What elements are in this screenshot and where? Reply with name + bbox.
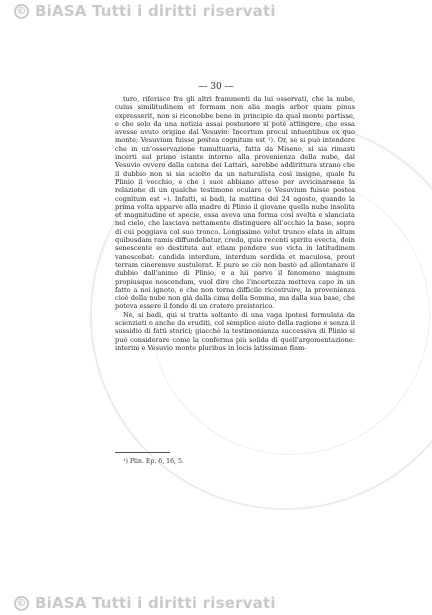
paragraph-2: Nè, si badi, qui si tratta soltanto di una vaga ipotesi formulata da scienziati o anche da eruditi, col semplice aiuto della ragione e senza il sussidio di fatti storici; giacchè la testimonianza successiva di Plinio si può considerare come la conferma più solida di quell'argomentazione: interim e Vesuvio monte pluribus in locis latissimae flam-	[115, 310, 355, 352]
watermark-text-top: BiASA Tutti i diritti riservati	[35, 2, 276, 20]
footnote: ¹) Plin. Ep. 6, 16, 5.	[123, 458, 184, 465]
footnote-rule	[115, 452, 170, 453]
watermark-banner-bottom	[0, 592, 432, 614]
copyright-icon: ©	[14, 4, 29, 19]
page-number: — 30 —	[198, 82, 234, 92]
paragraph-1: turo, riferisce fra gli altri frammenti da lui osservati, che la nube, cuius similitudinem et formam non alia magis arbor quam pinus expresserit, non si riconobbe bene in principio da qual monte partisse, e che solo da una notizia assai posteriore si potè attingere, che essa avesse avuto origine dal Vesuvio: Incertum procul intuentibus ex quo monte; Vesuvium fuisse postea cognitum est ¹). Or, se si può intendere che in un'osservazione tumultuaria, fatta da Miseno, si sia rimasti incerti sul primo istante intorno alla provenienza della nube, dal Vesuvio ovvero dalla catena dei Lattari, sarebbe addirittura strano che il dubbio non si sia sciolto da un naturalista così insigne, quale fu Plinio il vecchio, e che i suoi abbiano atteso per avvicinarsene la relazione di un qualche testimone oculare (e Vesuvium fuisse postea cognitum est »). Infatti, si badi, la mattina del 24 agosto, quando la prima volta apparve alla madre di Plinio il giovane quella nube insolita et magnitudine et specie, essa aveva una forma così svelta e slanciata nel cielo, che lasciava nettamente distinguere all'occhio la base, sopra di cui poggiava col suo tronco. Longissimo velut trunco elata in altum quibusdam ramis diffundebatur, credo, quia recenti spiritu evecta, dein senescente eo destituta aut etiam pondere suo victa in latitudinem vanescebat: candida interdum, interdum sordida et maculosa, prout terram cineremve sustulerat. E pure se ciò non bastò ad allontanare il dubbio dall'animo di Plinio, e a lui parve il fenomeno magnum propiusque noscendum, vuol dire che l'incertezza metteva capo in un fatto a noi ignoto, e che non torna difficile ricostruire, la provenienza cioè della nube non già dalla cima della Somma, ma dalla sua base, che poteva essere il fondo di un cratere preistorico.	[115, 95, 355, 311]
copyright-icon: ©	[14, 596, 29, 611]
page-body	[115, 95, 355, 352]
watermark-banner-top	[0, 0, 432, 22]
watermark-text-bottom: BiASA Tutti i diritti riservati	[35, 594, 276, 612]
